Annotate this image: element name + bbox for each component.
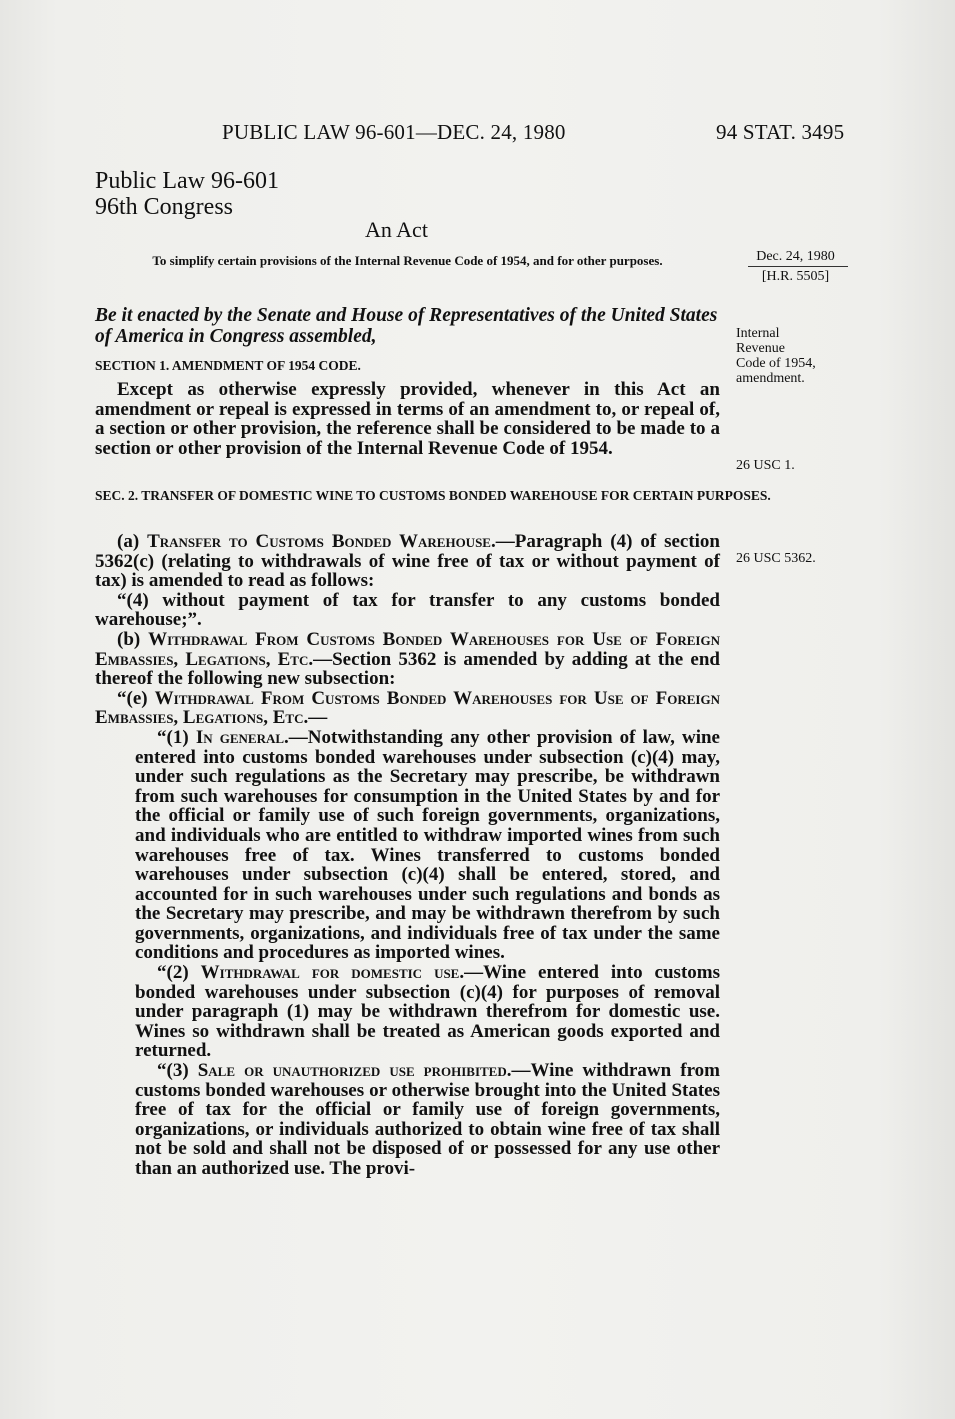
paragraph-3-caption: Sale or unauthorized use prohibited.: [197, 1060, 512, 1082]
margin-note-line: Internal: [736, 326, 780, 341]
paragraph-3: [95, 1061, 720, 1179]
subsection-b-label: (b): [117, 628, 149, 650]
paragraph-2-caption: Withdrawal for domestic use.: [200, 962, 465, 984]
section-1-text: [95, 380, 720, 458]
paragraph-2-label: “(2): [157, 962, 201, 984]
subsection-a-label: (a): [117, 531, 148, 552]
running-header-title: PUBLIC LAW 96-601—DEC. 24, 1980: [222, 120, 566, 144]
margin-date-note: [748, 247, 843, 286]
section-2-text: [95, 532, 720, 1179]
section-2-heading: SEC. 2. TRANSFER OF DOMESTIC WINE TO CUSTOMS BONDED WAREHOUSE FOR CERTAIN PURPOSES.: [95, 488, 771, 503]
paragraph-1-text: —Notwithstanding any other provision of law, wine entered into customs bonded warehouses under subsection (c)(4) may, under such regulations as the Secretary may prescribe, be withdrawn from such warehouses for consumption in the United States by and for the official or family use of such foreign governments, organizations, and individuals who are entitled to withdraw imported wines from such warehouses free of tax. Wines transferred to customs bonded warehouses under subsection (c)(4) shall be entered, stored, and accounted for in such warehouses under such regulations and bonds as the Secretary may prescribe, and may be withdrawn therefrom by such governments, organizations, and individuals free of tax under the same conditions and procedures as imported wines.: [135, 726, 720, 964]
paragraph-1-caption: In general.: [195, 726, 289, 748]
subsection-a: [95, 532, 720, 591]
law-title-block: [95, 168, 279, 220]
subsection-b-caption: Withdrawal From Customs Bonded Warehouses for Use of Foreign Embassies, Legations, Etc.: [95, 628, 720, 670]
subsection-a-quote: “(4) without payment of tax for transfer to any customs bonded warehouse;”.: [95, 589, 720, 631]
paragraph-1: [95, 728, 720, 963]
subsection-e-label: “(e): [117, 687, 155, 709]
subsection-e-dash: —: [308, 707, 328, 729]
subsection-a-caption: Transfer to Customs Bonded Warehouse.: [147, 531, 496, 552]
subsection-e: [95, 689, 720, 728]
margin-note-line: Revenue: [736, 341, 785, 356]
running-header-page: 94 STAT. 3495: [716, 120, 845, 144]
section-1-paragraph: Except as otherwise expressly provided, whenever in this Act an amendment or repeal is expressed in terms of an amendment to, or repeal of, a section or other provision, the reference shall be considered to be made to a section or other provision of the Internal Revenue Code of 1954.: [95, 379, 720, 459]
subsection-b: [95, 630, 720, 689]
subsection-a-text: —Paragraph (4) of section 5362(c) (relating to withdrawals of wine free of tax or without payment of tax) is amended to read as follows:: [95, 531, 720, 592]
act-purpose: To simplify certain provisions of the Internal Revenue Code of 1954, and for other purposes.: [152, 253, 663, 268]
paragraph-2-text: —Wine entered into customs bonded warehouses under subsection (c)(4) for purposes of removal under paragraph (1) may be withdrawn therefrom for domestic use. Wines so withdrawn shall be treated as American goods exported and returned.: [135, 962, 721, 1062]
subsection-b-text: —Section 5362 is amended by adding at the end thereof the following new subsection:: [95, 648, 720, 690]
public-law-number: Public Law 96-601: [95, 168, 279, 194]
margin-note-irc: [736, 326, 816, 386]
margin-note-line: Code of 1954,: [736, 356, 816, 371]
enacting-clause: Be it enacted by the Senate and House of Representatives of the United States of America in Congress assembled,: [95, 305, 718, 347]
act-title: An Act: [365, 217, 428, 242]
subsection-e-caption: Withdrawal From Customs Bonded Warehouses for Use of Foreign Embassies, Legations, Etc.: [95, 687, 720, 729]
paragraph-2: [95, 963, 720, 1061]
paragraph-3-label: “(3): [157, 1060, 198, 1082]
congress-number: 96th Congress: [95, 194, 233, 220]
margin-date: Dec. 24, 1980: [756, 249, 835, 264]
margin-note-line: amendment.: [736, 371, 805, 386]
section-1-heading: SECTION 1. AMENDMENT OF 1954 CODE.: [95, 358, 361, 373]
paragraph-3-text: —Wine withdrawn from customs bonded warehouses or otherwise brought into the United States free of tax for the official or family use of foreign governments, organizations, or individuals authorized to obtain wine free of tax shall not be sold and shall not be disposed of or possessed for any use other than an authorized use. The provi-: [135, 1060, 720, 1179]
paragraph-1-label: “(1): [157, 726, 196, 748]
margin-note-usc5362: 26 USC 5362.: [736, 551, 816, 566]
margin-bill-number: [H.R. 5505]: [761, 269, 830, 284]
margin-note-usc1: 26 USC 1.: [736, 458, 795, 473]
